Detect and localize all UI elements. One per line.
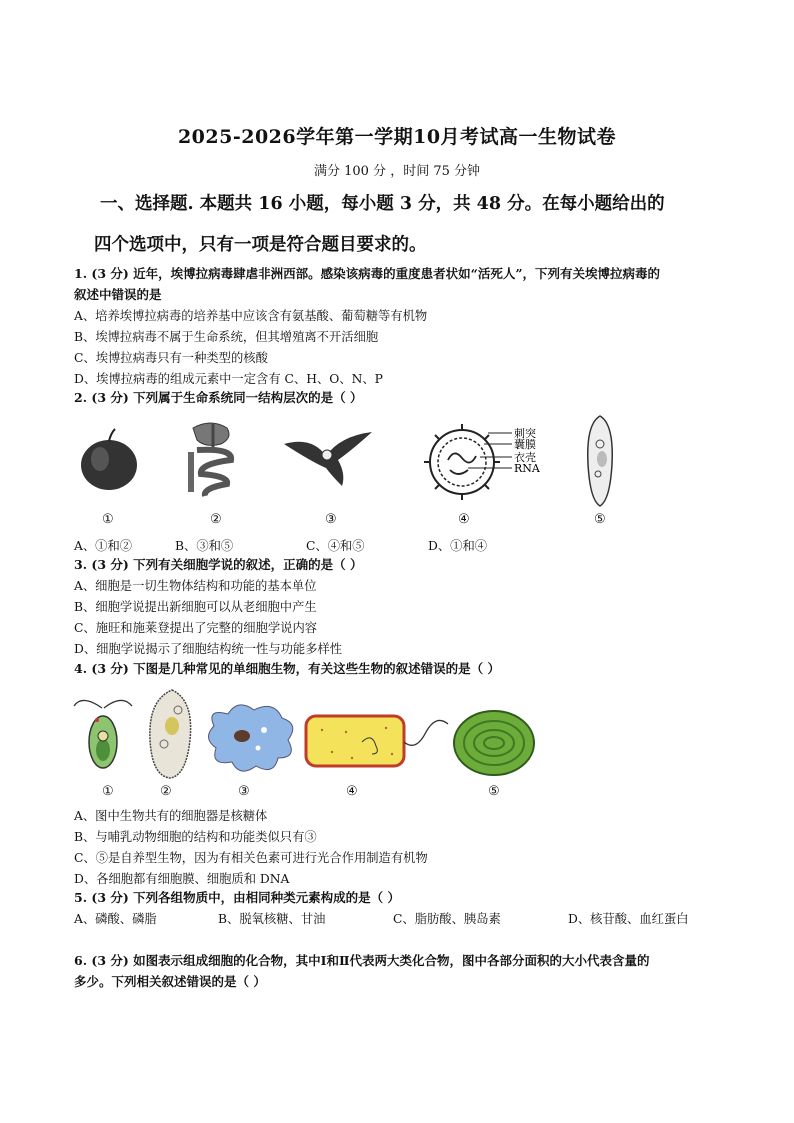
q4-option-b: B、与哺乳动物细胞的结构和功能类似只有③ [74, 830, 317, 844]
green-cell-image [452, 708, 536, 778]
q5-stem: 5. (3 分) 下列各组物质中，由相同种类元素构成的是（ ） [74, 890, 400, 905]
q2-stem: 2. (3 分) 下列属于生命系统同一结构层次的是（ ） [74, 390, 363, 405]
q6-stem-line2: 多少。下列相关叙述错误的是（ ） [74, 974, 266, 989]
q2-option-b: B、③和⑤ [175, 539, 234, 553]
amoeba-image [204, 696, 300, 778]
exam-title: 2025-2026学年第一学期10月考试高一生物试卷 [177, 126, 617, 148]
q2-option-a: A、①和② [74, 539, 133, 553]
q2-caption-5: ⑤ [594, 512, 606, 527]
apple-image [78, 425, 140, 493]
q2-caption-1: ① [102, 512, 114, 527]
virus-structure-diagram [422, 420, 544, 502]
paramecium-color-image [142, 686, 198, 782]
q3-option-c: C、施旺和施莱登提出了完整的细胞学说内容 [74, 621, 318, 635]
eagle-image [282, 428, 374, 490]
q1-stem-line1: 1. (3 分) 近年，埃博拉病毒肆虐非洲西部。感染该病毒的重度患者状如“活死人”，下列有关埃博拉病毒的 [74, 266, 661, 281]
q2-caption-3: ③ [325, 512, 337, 527]
chlamydomonas-image [72, 690, 134, 782]
digestive-system-image [183, 418, 245, 500]
bacterium-image [302, 712, 452, 770]
q3-stem: 3. (3 分) 下列有关细胞学说的叙述，正确的是（ ） [74, 557, 363, 572]
q4-caption-1: ① [102, 784, 114, 799]
q4-caption-2: ② [160, 784, 172, 799]
q4-option-c: C、⑤是自养型生物，因为有相关色素可进行光合作用制造有机物 [74, 851, 428, 865]
q4-stem: 4. (3 分) 下图是几种常见的单细胞生物，有关这些生物的叙述错误的是（ ） [74, 661, 500, 676]
q5-option-c: C、脂肪酸、胰岛素 [393, 912, 501, 926]
q5-option-a: A、磷酸、磷脂 [74, 912, 157, 926]
q1-option-a: A、培养埃博拉病毒的培养基中应该含有氨基酸、葡萄糖等有机物 [74, 309, 428, 323]
q5-option-d: D、核苷酸、血红蛋白 [568, 912, 689, 926]
paramecium-image [582, 414, 618, 508]
q1-option-b: B、埃博拉病毒不属于生命系统，但其增殖离不开活细胞 [74, 330, 379, 344]
virus-label-spike: 刺突 [514, 427, 536, 440]
q4-option-d: D、各细胞都有细胞膜、细胞质和 DNA [74, 872, 290, 886]
q2-option-c: C、④和⑤ [306, 539, 365, 553]
q1-stem-line2: 叙述中错误的是 [74, 287, 162, 302]
q4-caption-3: ③ [238, 784, 250, 799]
q2-caption-2: ② [210, 512, 222, 527]
q2-option-d: D、①和④ [428, 539, 488, 553]
q2-caption-4: ④ [458, 512, 470, 527]
q1-option-d: D、埃博拉病毒的组成元素中一定含有 C、H、O、N、P [74, 372, 383, 386]
exam-subtitle: 满分 100 分 ，时间 75 分钟 [313, 164, 481, 179]
q3-option-b: B、细胞学说提出新细胞可以从老细胞中产生 [74, 600, 317, 614]
virus-label-rna: RNA [514, 462, 540, 475]
section-heading-line1: 一、选择题. 本题共 16 小题，每小题 3 分，共 48 分。在每小题给出的 [100, 194, 665, 214]
q3-option-a: A、细胞是一切生物体结构和功能的基本单位 [74, 579, 317, 593]
q6-stem-line1: 6. (3 分) 如图表示组成细胞的化合物，其中Ⅰ和Ⅱ代表两大类化合物，图中各部分面积的大小代表含量的 [74, 953, 650, 968]
q4-caption-4: ④ [346, 784, 358, 799]
section-heading-line2: 四个选项中，只有一项是符合题目要求的。 [94, 235, 427, 255]
q4-option-a: A、图中生物共有的细胞器是核糖体 [74, 809, 268, 823]
q1-option-c: C、埃博拉病毒只有一种类型的核酸 [74, 351, 268, 365]
virus-label-capsid: 衣壳 [514, 451, 536, 464]
virus-label-envelope: 囊膜 [514, 438, 536, 451]
q5-option-b: B、脱氧核糖、甘油 [218, 912, 326, 926]
q4-caption-5: ⑤ [488, 784, 500, 799]
q3-option-d: D、细胞学说揭示了细胞结构统一性与功能多样性 [74, 642, 343, 656]
